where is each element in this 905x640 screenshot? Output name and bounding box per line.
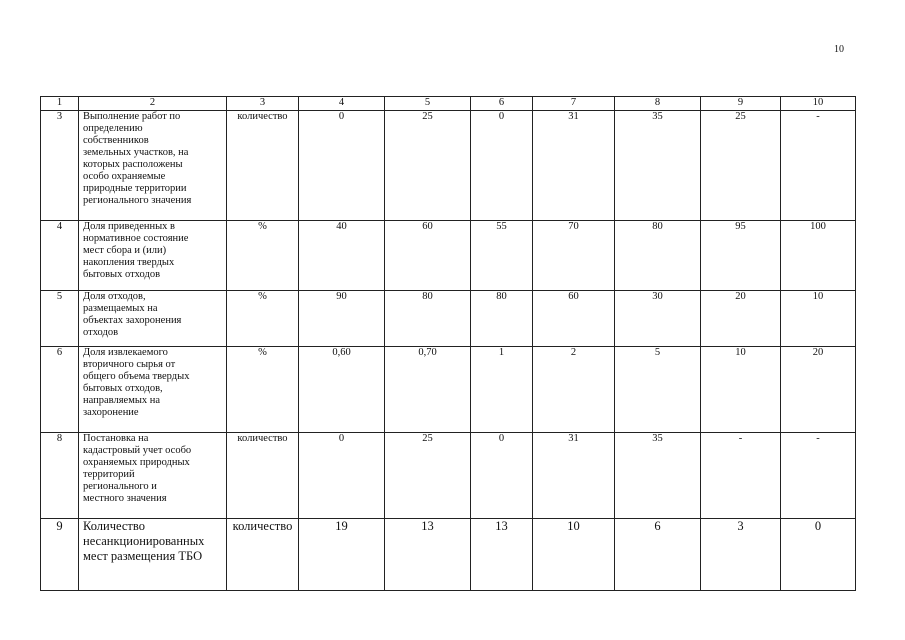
value-cell: 31 <box>533 433 615 519</box>
value-cell: 5 <box>615 347 701 433</box>
row-description <box>79 221 227 291</box>
value-cell: 80 <box>471 291 533 347</box>
value-cell: 0 <box>299 433 385 519</box>
description-line: особо охраняемые <box>83 171 166 182</box>
value-cell: - <box>701 433 781 519</box>
description-line: Количество <box>83 519 145 533</box>
value-cell: 70 <box>533 221 615 291</box>
row-unit: количество <box>227 111 299 221</box>
description-line: вторичного сырья от <box>83 359 176 370</box>
value-cell: 90 <box>299 291 385 347</box>
row-unit: % <box>227 221 299 291</box>
description-line: собственников <box>83 135 149 146</box>
row-number: 9 <box>41 519 79 591</box>
value-cell: 13 <box>385 519 471 591</box>
page-number: 10 <box>834 44 844 55</box>
description-line: кадастровый учет особо <box>83 445 192 456</box>
value-cell: 25 <box>385 433 471 519</box>
value-cell: 95 <box>701 221 781 291</box>
value-cell: 80 <box>385 291 471 347</box>
value-cell: 35 <box>615 433 701 519</box>
table-row <box>41 347 856 433</box>
description-line: мест сбора и (или) <box>83 245 167 256</box>
header-cell: 2 <box>79 97 227 111</box>
value-cell: 35 <box>615 111 701 221</box>
header-cell: 6 <box>471 97 533 111</box>
value-cell: 60 <box>385 221 471 291</box>
description-line: нормативное состояние <box>83 233 189 244</box>
row-unit: % <box>227 291 299 347</box>
description-line: объектах захоронения <box>83 315 182 326</box>
description-line: Доля извлекаемого <box>83 347 168 358</box>
table-row <box>41 111 856 221</box>
value-cell: 30 <box>615 291 701 347</box>
description-line: бытовых отходов, <box>83 383 163 394</box>
row-description <box>79 291 227 347</box>
row-description <box>79 111 227 221</box>
row-number: 8 <box>41 433 79 519</box>
value-cell: 19 <box>299 519 385 591</box>
value-cell: 40 <box>299 221 385 291</box>
description-line: регионального значения <box>83 195 192 206</box>
value-cell: 0,60 <box>299 347 385 433</box>
value-cell: 31 <box>533 111 615 221</box>
value-cell: 10 <box>701 347 781 433</box>
description-line: несанкционированных <box>83 534 205 548</box>
row-number: 3 <box>41 111 79 221</box>
value-cell: 55 <box>471 221 533 291</box>
description-line: которых расположены <box>83 159 183 170</box>
header-row <box>41 97 856 111</box>
description-line: размещаемых на <box>83 303 158 314</box>
value-cell: - <box>781 433 856 519</box>
row-description <box>79 519 227 591</box>
description-line: определению <box>83 123 143 134</box>
value-cell: 25 <box>701 111 781 221</box>
description-line: регионального и <box>83 481 157 492</box>
value-cell: 13 <box>471 519 533 591</box>
description-line: местного значения <box>83 493 167 504</box>
value-cell: 80 <box>615 221 701 291</box>
description-line: захоронение <box>83 407 139 418</box>
header-cell: 1 <box>41 97 79 111</box>
value-cell: - <box>781 111 856 221</box>
value-cell: 25 <box>385 111 471 221</box>
description-line: накопления твердых <box>83 257 175 268</box>
header-cell: 9 <box>701 97 781 111</box>
row-number: 5 <box>41 291 79 347</box>
row-description <box>79 347 227 433</box>
row-number: 6 <box>41 347 79 433</box>
header-cell: 8 <box>615 97 701 111</box>
value-cell: 20 <box>701 291 781 347</box>
table-row <box>41 221 856 291</box>
value-cell: 0 <box>781 519 856 591</box>
value-cell: 100 <box>781 221 856 291</box>
data-table <box>40 96 856 591</box>
description-line: направляемых на <box>83 395 161 406</box>
value-cell: 0 <box>299 111 385 221</box>
description-line: отходов <box>83 327 119 338</box>
description-line: Доля отходов, <box>83 291 146 302</box>
description-line: мест размещения ТБО <box>83 549 203 563</box>
value-cell: 10 <box>533 519 615 591</box>
description-line: охраняемых природных <box>83 457 190 468</box>
value-cell: 60 <box>533 291 615 347</box>
table-row <box>41 291 856 347</box>
header-cell: 10 <box>781 97 856 111</box>
row-number: 4 <box>41 221 79 291</box>
table-row <box>41 433 856 519</box>
row-unit: % <box>227 347 299 433</box>
value-cell: 20 <box>781 347 856 433</box>
value-cell: 0 <box>471 433 533 519</box>
value-cell: 10 <box>781 291 856 347</box>
header-cell: 7 <box>533 97 615 111</box>
description-line: природные территории <box>83 183 187 194</box>
header-cell: 5 <box>385 97 471 111</box>
row-unit: количество <box>227 519 299 591</box>
header-cell: 4 <box>299 97 385 111</box>
description-line: земельных участков, на <box>83 147 189 158</box>
header-cell: 3 <box>227 97 299 111</box>
row-description <box>79 433 227 519</box>
description-line: Выполнение работ по <box>83 111 181 122</box>
description-line: бытовых отходов <box>83 269 161 280</box>
description-line: Доля приведенных в <box>83 221 176 232</box>
value-cell: 2 <box>533 347 615 433</box>
value-cell: 6 <box>615 519 701 591</box>
row-unit: количество <box>227 433 299 519</box>
value-cell: 0 <box>471 111 533 221</box>
value-cell: 0,70 <box>385 347 471 433</box>
value-cell: 1 <box>471 347 533 433</box>
description-line: территорий <box>83 469 135 480</box>
table-row <box>41 519 856 591</box>
value-cell: 3 <box>701 519 781 591</box>
description-line: Постановка на <box>83 433 149 444</box>
description-line: общего объема твердых <box>83 371 190 382</box>
